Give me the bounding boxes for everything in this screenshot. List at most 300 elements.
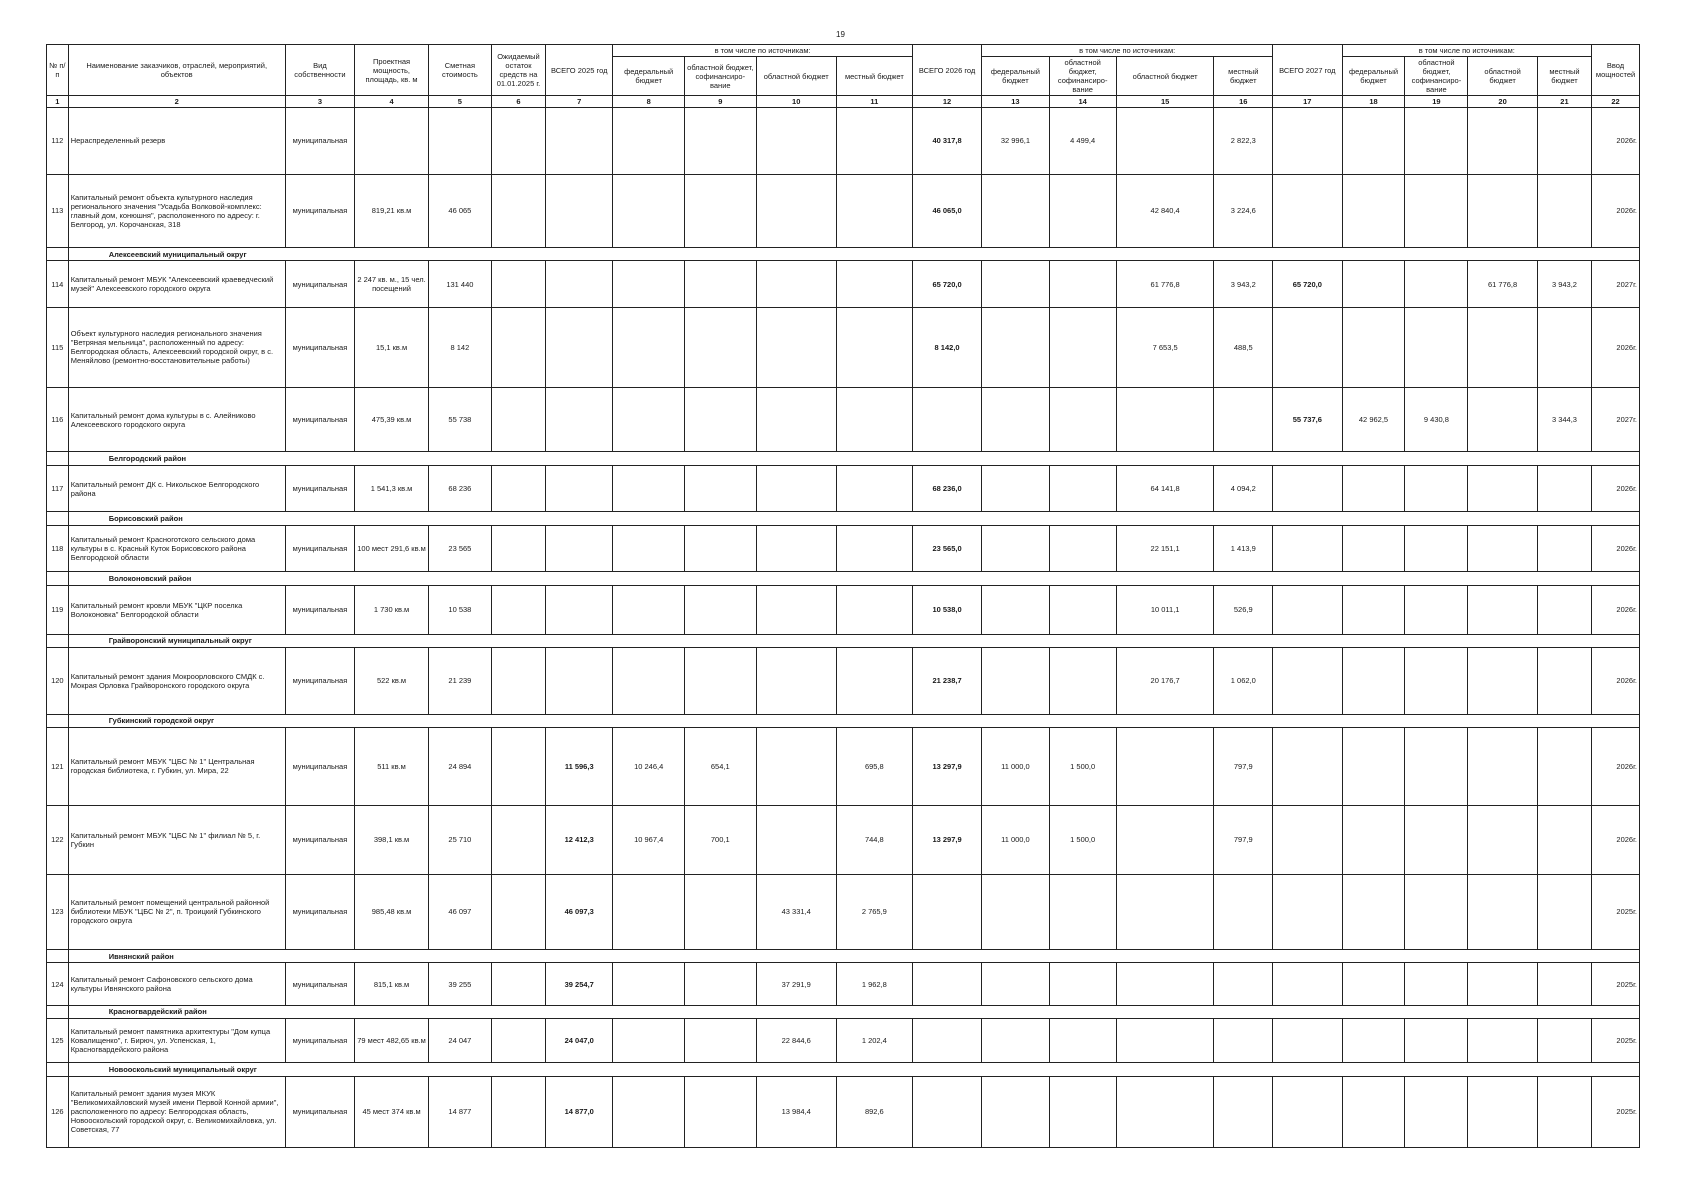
column-number: 6 xyxy=(491,96,545,108)
header-regional: областной бюджет xyxy=(756,57,836,96)
table-cell: 3 224,6 xyxy=(1214,174,1273,247)
table-cell: 3 943,2 xyxy=(1214,261,1273,308)
table-cell: 1 962,8 xyxy=(836,963,912,1005)
table-cell xyxy=(756,174,836,247)
table-cell xyxy=(1342,805,1405,874)
table-cell: 985,48 кв.м xyxy=(355,874,429,950)
table-cell xyxy=(1342,647,1405,714)
table-cell xyxy=(613,387,685,451)
table-cell: 121 xyxy=(47,727,69,805)
table-cell xyxy=(1049,1018,1116,1062)
table-cell xyxy=(546,307,613,387)
column-number: 21 xyxy=(1537,96,1591,108)
table-cell xyxy=(1116,874,1214,950)
table-cell xyxy=(1468,465,1537,512)
section-spacer xyxy=(47,634,69,647)
table-cell xyxy=(1049,387,1116,451)
table-cell: 43 331,4 xyxy=(756,874,836,950)
table-cell: 797,9 xyxy=(1214,727,1273,805)
table-cell: муниципальная xyxy=(285,261,354,308)
table-cell xyxy=(546,465,613,512)
table-cell: 3 344,3 xyxy=(1537,387,1591,451)
table-row xyxy=(47,727,1640,805)
table-row xyxy=(47,174,1640,247)
column-number: 4 xyxy=(355,96,429,108)
table-cell xyxy=(1273,647,1342,714)
table-cell xyxy=(1405,307,1468,387)
column-number: 11 xyxy=(836,96,912,108)
header-regional-cofin: областной бюджет, софинансиро-вание xyxy=(684,57,756,96)
section-label: Волоконовский район xyxy=(68,572,1639,585)
table-cell: муниципальная xyxy=(285,963,354,1005)
header-commissioning: Ввод мощностей xyxy=(1592,45,1640,96)
header-capacity: Проектная мощность, площадь, кв. м xyxy=(355,45,429,96)
table-cell xyxy=(1116,1018,1214,1062)
table-cell: 2026г. xyxy=(1592,174,1640,247)
table-cell xyxy=(756,727,836,805)
column-number-row xyxy=(47,96,1640,108)
table-cell: муниципальная xyxy=(285,805,354,874)
table-cell xyxy=(912,387,981,451)
table-cell xyxy=(1342,108,1405,175)
table-cell: 23 565 xyxy=(428,525,491,572)
table-cell xyxy=(1405,805,1468,874)
column-number: 15 xyxy=(1116,96,1214,108)
table-cell xyxy=(613,1018,685,1062)
table-cell xyxy=(1405,525,1468,572)
table-cell xyxy=(836,174,912,247)
table-cell: 2 247 кв. м., 15 чел. посещений xyxy=(355,261,429,308)
table-cell xyxy=(546,647,613,714)
table-cell xyxy=(1116,1076,1214,1147)
section-row xyxy=(47,714,1640,727)
table-cell xyxy=(1468,874,1537,950)
table-cell xyxy=(1342,1076,1405,1147)
table-cell: 24 894 xyxy=(428,727,491,805)
table-cell: 32 996,1 xyxy=(982,108,1049,175)
column-number: 2 xyxy=(68,96,285,108)
table-cell: 2026г. xyxy=(1592,805,1640,874)
table-cell: 24 047,0 xyxy=(546,1018,613,1062)
table-cell: 744,8 xyxy=(836,805,912,874)
table-cell: 892,6 xyxy=(836,1076,912,1147)
table-cell: муниципальная xyxy=(285,465,354,512)
table-cell xyxy=(684,647,756,714)
column-number: 16 xyxy=(1214,96,1273,108)
header-regional-cofin: областной бюджет, софинансиро-вание xyxy=(1049,57,1116,96)
table-row xyxy=(47,963,1640,1005)
table-cell xyxy=(912,874,981,950)
table-cell: 45 мест 374 кв.м xyxy=(355,1076,429,1147)
table-row xyxy=(47,307,1640,387)
table-cell: 46 097 xyxy=(428,874,491,950)
table-cell: 22 151,1 xyxy=(1116,525,1214,572)
header-sources-2027: в том числе по источникам: xyxy=(1342,45,1592,57)
table-cell: 112 xyxy=(47,108,69,175)
table-cell xyxy=(428,108,491,175)
table-cell xyxy=(836,261,912,308)
section-label: Грайворонский муниципальный округ xyxy=(68,634,1639,647)
column-number: 14 xyxy=(1049,96,1116,108)
table-cell: 4 499,4 xyxy=(1049,108,1116,175)
table-cell: 46 065,0 xyxy=(912,174,981,247)
table-cell: 2027г. xyxy=(1592,387,1640,451)
table-cell xyxy=(1214,1076,1273,1147)
table-cell xyxy=(546,261,613,308)
table-cell xyxy=(1273,805,1342,874)
table-cell xyxy=(836,525,912,572)
table-cell xyxy=(491,108,545,175)
table-cell: Капитальный ремонт помещений центральной районной библиотеки МБУК "ЦБС № 2", п. Троицкий Губкинского городского округа xyxy=(68,874,285,950)
table-cell xyxy=(982,465,1049,512)
column-number: 20 xyxy=(1468,96,1537,108)
table-cell xyxy=(912,1076,981,1147)
header-sources-2025: в том числе по источникам: xyxy=(613,45,912,57)
table-cell xyxy=(1342,727,1405,805)
table-cell: 2026г. xyxy=(1592,465,1640,512)
table-cell xyxy=(1273,525,1342,572)
table-cell xyxy=(684,387,756,451)
table-cell: 1 202,4 xyxy=(836,1018,912,1062)
header-total-2026: ВСЕГО 2026 год xyxy=(912,45,981,96)
table-cell xyxy=(684,307,756,387)
table-cell xyxy=(1273,874,1342,950)
table-cell xyxy=(1537,874,1591,950)
table-cell xyxy=(1273,585,1342,634)
header-ownership: Вид собственности xyxy=(285,45,354,96)
table-cell xyxy=(613,174,685,247)
table-cell xyxy=(982,387,1049,451)
table-cell: 68 236,0 xyxy=(912,465,981,512)
table-cell: 700,1 xyxy=(684,805,756,874)
table-cell: Нераспределенный резерв xyxy=(68,108,285,175)
table-cell xyxy=(1468,174,1537,247)
table-cell xyxy=(491,307,545,387)
table-cell xyxy=(684,525,756,572)
table-cell: 120 xyxy=(47,647,69,714)
table-cell: 12 412,3 xyxy=(546,805,613,874)
table-cell: 40 317,8 xyxy=(912,108,981,175)
table-cell: 23 565,0 xyxy=(912,525,981,572)
table-cell xyxy=(982,1076,1049,1147)
header-local: местный бюджет xyxy=(836,57,912,96)
table-cell: Капитальный ремонт здания музея МКУК "Великомихайловский музей имени Первой Конной армии", расположенного по адресу: Белгородская область, Новооскольский городской округ, с. Великомихайловка, ул. Советская, 77 xyxy=(68,1076,285,1147)
table-cell: 65 720,0 xyxy=(1273,261,1342,308)
column-number: 8 xyxy=(613,96,685,108)
table-cell xyxy=(613,963,685,1005)
table-cell: 68 236 xyxy=(428,465,491,512)
section-row xyxy=(47,512,1640,525)
table-cell: 488,5 xyxy=(1214,307,1273,387)
table-cell xyxy=(1468,307,1537,387)
table-cell: 2025г. xyxy=(1592,1076,1640,1147)
table-cell xyxy=(1468,963,1537,1005)
table-cell: 475,39 кв.м xyxy=(355,387,429,451)
table-cell xyxy=(491,525,545,572)
table-cell: 64 141,8 xyxy=(1116,465,1214,512)
table-cell: 114 xyxy=(47,261,69,308)
table-cell xyxy=(613,585,685,634)
table-cell: 125 xyxy=(47,1018,69,1062)
table-cell xyxy=(1405,963,1468,1005)
table-cell xyxy=(1116,108,1214,175)
table-cell: Капитальный ремонт МБУК "ЦБС № 1" Центральная городская библиотека, г. Губкин, ул. Мира, 22 xyxy=(68,727,285,805)
table-cell xyxy=(836,585,912,634)
header-total-2027: ВСЕГО 2027 год xyxy=(1273,45,1342,96)
table-cell xyxy=(1273,1018,1342,1062)
table-row xyxy=(47,261,1640,308)
table-cell: 115 xyxy=(47,307,69,387)
table-row xyxy=(47,387,1640,451)
table-cell xyxy=(1273,1076,1342,1147)
table-cell xyxy=(1537,465,1591,512)
section-row xyxy=(47,572,1640,585)
section-spacer xyxy=(47,1005,69,1018)
table-cell xyxy=(836,307,912,387)
table-cell: 122 xyxy=(47,805,69,874)
table-cell xyxy=(1468,727,1537,805)
table-cell xyxy=(1273,727,1342,805)
table-cell: 42 962,5 xyxy=(1342,387,1405,451)
table-cell: 9 430,8 xyxy=(1405,387,1468,451)
section-row xyxy=(47,247,1640,260)
table-cell xyxy=(1049,1076,1116,1147)
table-cell: 46 097,3 xyxy=(546,874,613,950)
table-cell xyxy=(1468,525,1537,572)
table-cell: Капитальный ремонт Красноготского сельского дома культуры в с. Красный Куток Борисовского района Белгородской области xyxy=(68,525,285,572)
table-cell: 11 000,0 xyxy=(982,727,1049,805)
table-cell xyxy=(1468,1018,1537,1062)
table-cell: муниципальная xyxy=(285,874,354,950)
header-regional-cofin: областной бюджет, софинансиро-вание xyxy=(1405,57,1468,96)
header-federal: федеральный бюджет xyxy=(1342,57,1405,96)
page-number: 19 xyxy=(836,30,845,39)
table-cell: 65 720,0 xyxy=(912,261,981,308)
table-cell xyxy=(1342,525,1405,572)
table-cell: 13 984,4 xyxy=(756,1076,836,1147)
table-cell xyxy=(491,874,545,950)
table-cell xyxy=(684,261,756,308)
table-cell xyxy=(756,387,836,451)
section-row xyxy=(47,1005,1640,1018)
section-label: Ивнянский район xyxy=(68,950,1639,963)
table-cell xyxy=(1116,805,1214,874)
table-cell xyxy=(1214,387,1273,451)
table-cell: 2026г. xyxy=(1592,585,1640,634)
header-regional: областной бюджет xyxy=(1468,57,1537,96)
table-cell xyxy=(546,525,613,572)
table-cell xyxy=(613,525,685,572)
table-cell xyxy=(1537,585,1591,634)
section-spacer xyxy=(47,950,69,963)
table-cell xyxy=(756,307,836,387)
table-cell: 55 738 xyxy=(428,387,491,451)
table-cell xyxy=(912,1018,981,1062)
table-cell xyxy=(491,1018,545,1062)
table-cell: муниципальная xyxy=(285,387,354,451)
table-cell: 4 094,2 xyxy=(1214,465,1273,512)
table-cell xyxy=(982,525,1049,572)
table-cell: муниципальная xyxy=(285,108,354,175)
table-cell: муниципальная xyxy=(285,174,354,247)
table-cell xyxy=(836,387,912,451)
table-cell: 815,1 кв.м xyxy=(355,963,429,1005)
table-row xyxy=(47,108,1640,175)
table-cell: 1 541,3 кв.м xyxy=(355,465,429,512)
table-cell: 79 мест 482,65 кв.м xyxy=(355,1018,429,1062)
table-cell xyxy=(756,805,836,874)
table-cell xyxy=(1049,963,1116,1005)
table-cell: 15,1 кв.м xyxy=(355,307,429,387)
table-cell xyxy=(1537,1076,1591,1147)
table-cell xyxy=(1342,261,1405,308)
table-cell: муниципальная xyxy=(285,307,354,387)
table-cell xyxy=(1537,307,1591,387)
table-cell: 1 730 кв.м xyxy=(355,585,429,634)
table-cell: 2026г. xyxy=(1592,108,1640,175)
table-cell xyxy=(1049,585,1116,634)
header-regional: областной бюджет xyxy=(1116,57,1214,96)
table-cell: 2026г. xyxy=(1592,727,1640,805)
column-number: 13 xyxy=(982,96,1049,108)
table-cell xyxy=(546,585,613,634)
section-row xyxy=(47,634,1640,647)
table-cell xyxy=(684,174,756,247)
table-row xyxy=(47,525,1640,572)
table-cell xyxy=(982,307,1049,387)
table-cell xyxy=(1273,963,1342,1005)
table-cell: 398,1 кв.м xyxy=(355,805,429,874)
table-cell xyxy=(613,1076,685,1147)
section-row xyxy=(47,1063,1640,1076)
table-cell xyxy=(491,585,545,634)
table-cell xyxy=(1049,874,1116,950)
table-cell: 22 844,6 xyxy=(756,1018,836,1062)
table-cell xyxy=(684,963,756,1005)
header-local: местный бюджет xyxy=(1214,57,1273,96)
table-cell: 1 500,0 xyxy=(1049,727,1116,805)
table-cell xyxy=(1342,307,1405,387)
table-cell xyxy=(1116,727,1214,805)
table-cell xyxy=(1537,963,1591,1005)
table-cell xyxy=(1214,963,1273,1005)
column-number: 1 xyxy=(47,96,69,108)
section-row xyxy=(47,452,1640,465)
section-label: Борисовский район xyxy=(68,512,1639,525)
table-cell: 25 710 xyxy=(428,805,491,874)
table-cell: 8 142 xyxy=(428,307,491,387)
table-cell xyxy=(756,465,836,512)
table-cell xyxy=(836,465,912,512)
table-cell: Капитальный ремонт Сафоновского сельского дома культуры Ивнянского района xyxy=(68,963,285,1005)
table-cell xyxy=(491,805,545,874)
table-cell: 39 254,7 xyxy=(546,963,613,1005)
table-cell: 124 xyxy=(47,963,69,1005)
table-cell xyxy=(1342,465,1405,512)
section-spacer xyxy=(47,512,69,525)
section-spacer xyxy=(47,247,69,260)
column-number: 10 xyxy=(756,96,836,108)
table-cell: 2025г. xyxy=(1592,1018,1640,1062)
table-row xyxy=(47,465,1640,512)
table-cell xyxy=(1049,261,1116,308)
table-cell xyxy=(1405,1076,1468,1147)
table-cell xyxy=(982,874,1049,950)
table-cell xyxy=(1049,307,1116,387)
table-cell xyxy=(912,963,981,1005)
table-cell: Капитальный ремонт кровли МБУК "ЦКР поселка Волоконовка" Белгородской области xyxy=(68,585,285,634)
table-cell xyxy=(491,261,545,308)
table-row xyxy=(47,1076,1640,1147)
table-cell: Капитальный ремонт объекта культурного наследия регионального значения "Усадьба Волковой-комплекс: главный дом, конюшня", расположенного по адресу: г. Белгород, ул. Корочанская, 318 xyxy=(68,174,285,247)
table-cell: 61 776,8 xyxy=(1468,261,1537,308)
table-cell xyxy=(1405,261,1468,308)
table-cell xyxy=(491,963,545,1005)
table-cell xyxy=(355,108,429,175)
table-cell xyxy=(1342,174,1405,247)
table-cell xyxy=(982,261,1049,308)
table-cell xyxy=(1342,585,1405,634)
table-cell: 819,21 кв.м xyxy=(355,174,429,247)
table-cell xyxy=(836,647,912,714)
table-cell: 42 840,4 xyxy=(1116,174,1214,247)
table-cell: 695,8 xyxy=(836,727,912,805)
table-cell: 46 065 xyxy=(428,174,491,247)
section-label: Белгородский район xyxy=(68,452,1639,465)
table-cell xyxy=(1537,805,1591,874)
table-cell xyxy=(491,647,545,714)
table-cell xyxy=(1214,1018,1273,1062)
table-cell: Объект культурного наследия регионального значения "Ветряная мельница", расположенный по адресу: Белгородская область, Алексеевский городской округ, в с. Меняйлово (ремонтно-восстановительные работы) xyxy=(68,307,285,387)
table-cell xyxy=(1273,465,1342,512)
table-cell xyxy=(982,647,1049,714)
table-cell: муниципальная xyxy=(285,525,354,572)
table-cell xyxy=(756,525,836,572)
column-number: 17 xyxy=(1273,96,1342,108)
table-cell xyxy=(1405,174,1468,247)
table-cell: муниципальная xyxy=(285,727,354,805)
table-cell xyxy=(1537,727,1591,805)
table-cell: 2 822,3 xyxy=(1214,108,1273,175)
table-cell xyxy=(546,174,613,247)
table-cell xyxy=(1405,108,1468,175)
table-cell: муниципальная xyxy=(285,1076,354,1147)
table-cell: 24 047 xyxy=(428,1018,491,1062)
section-spacer xyxy=(47,1063,69,1076)
header-federal: федеральный бюджет xyxy=(613,57,685,96)
table-cell xyxy=(1342,874,1405,950)
table-cell xyxy=(613,465,685,512)
table-cell xyxy=(613,108,685,175)
table-cell: 123 xyxy=(47,874,69,950)
table-cell xyxy=(756,108,836,175)
table-cell: 117 xyxy=(47,465,69,512)
table-row xyxy=(47,1018,1640,1062)
table-cell xyxy=(1405,1018,1468,1062)
table-cell: 1 413,9 xyxy=(1214,525,1273,572)
table-cell: Капитальный ремонт МБУК "Алексеевский краеведческий музей" Алексеевского городского округа xyxy=(68,261,285,308)
table-cell xyxy=(684,874,756,950)
table-cell: 8 142,0 xyxy=(912,307,981,387)
table-cell xyxy=(1468,647,1537,714)
column-number: 19 xyxy=(1405,96,1468,108)
table-cell xyxy=(1342,1018,1405,1062)
table-cell xyxy=(1116,387,1214,451)
table-cell xyxy=(982,585,1049,634)
table-cell xyxy=(982,174,1049,247)
table-cell xyxy=(756,261,836,308)
section-label: Красногвардейский район xyxy=(68,1005,1639,1018)
